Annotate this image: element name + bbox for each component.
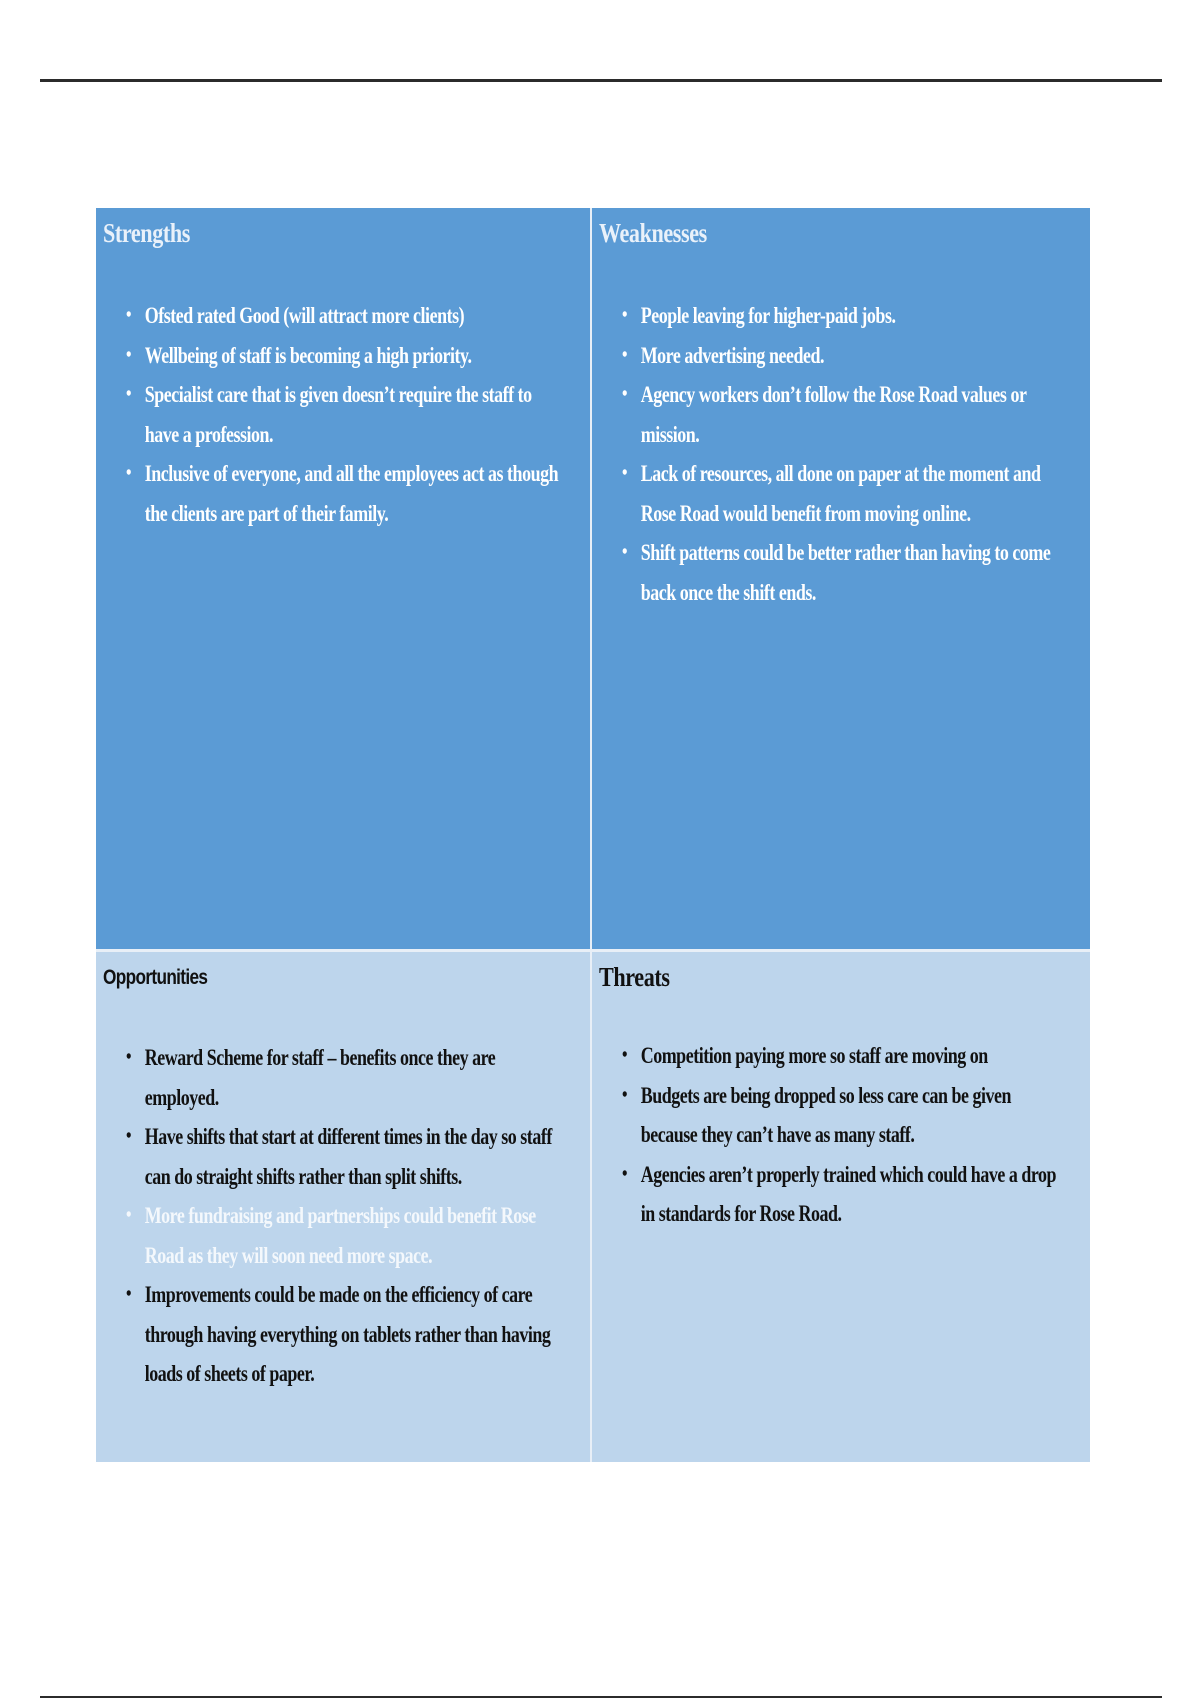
- weaknesses-cell: [592, 208, 1090, 952]
- list-item-text: Ofsted rated Good (will attract more clients): [144, 303, 465, 328]
- list-item-text: Agency workers don’t follow the Rose Road values or mission.: [640, 382, 1027, 447]
- list-item: [126, 1196, 566, 1275]
- list-item-text: People leaving for higher-paid jobs.: [640, 303, 896, 328]
- opportunities-list: [126, 1038, 590, 1394]
- strengths-cell: [96, 208, 592, 952]
- list-item: [126, 1038, 566, 1117]
- list-item-text: Improvements could be made on the efficiency of care through having everything on tablets rather than having loads of sheets of paper.: [144, 1282, 551, 1386]
- bullet-icon: •: [622, 343, 627, 366]
- list-item-text: Wellbeing of staff is becoming a high priority.: [144, 342, 472, 368]
- list-item: [622, 1076, 1062, 1155]
- list-item-text: Reward Scheme for staff – benefits once they are employed.: [144, 1045, 496, 1110]
- weaknesses-list: [622, 296, 1090, 612]
- list-item: [622, 533, 1062, 612]
- bullet-icon: •: [622, 383, 627, 405]
- footer-rule: [40, 1696, 1162, 1698]
- bullet-icon: •: [126, 462, 131, 484]
- list-item-text: Budgets are being dropped so less care can be given because they can’t have as many staff.: [640, 1082, 1012, 1147]
- list-item: [622, 375, 1062, 454]
- swot-table: [96, 208, 1090, 1462]
- list-item: [126, 1117, 566, 1196]
- list-item: [622, 296, 1062, 336]
- strengths-heading: Strengths: [103, 218, 190, 248]
- list-item-text: Competition paying more so staff are moving on: [640, 1043, 988, 1068]
- list-item-text: Lack of resources, all done on paper at the moment and Rose Road would benefit from moving online.: [640, 461, 1041, 526]
- list-item: [126, 336, 566, 376]
- bullet-icon: •: [622, 541, 627, 563]
- list-item: [622, 1155, 1062, 1234]
- bullet-icon: •: [622, 1083, 627, 1106]
- bullet-icon: •: [126, 304, 131, 326]
- strengths-list: [126, 296, 590, 533]
- bullet-icon: •: [622, 304, 627, 326]
- threats-list: [622, 1036, 1090, 1234]
- bullet-icon: •: [126, 1283, 131, 1305]
- threats-heading: Threats: [599, 962, 670, 992]
- threats-cell: [592, 952, 1090, 1462]
- bullet-icon: •: [622, 1162, 627, 1185]
- list-item-text: Have shifts that start at different times in the day so staff can do straight shifts rather than split shifts.: [144, 1124, 552, 1189]
- list-item-text: More advertising needed.: [640, 342, 824, 368]
- opportunities-cell: [96, 952, 592, 1462]
- bullet-icon: •: [126, 343, 131, 366]
- list-item-text: Specialist care that is given doesn’t require the staff to have a profession.: [144, 382, 532, 447]
- bullet-icon: •: [126, 1046, 131, 1068]
- list-item-text: Shift patterns could be better rather than having to come back once the shift ends.: [640, 540, 1051, 605]
- bullet-icon: •: [622, 462, 627, 484]
- list-item: [126, 1275, 566, 1394]
- bullet-icon: •: [622, 1044, 627, 1066]
- list-item: [126, 296, 566, 336]
- opportunities-heading: Opportunities: [103, 966, 208, 989]
- bullet-icon: •: [126, 1204, 131, 1226]
- bullet-icon: •: [126, 1125, 131, 1147]
- list-item-text: More fundraising and partnerships could benefit Rose Road as they will soon need more space.: [144, 1203, 536, 1268]
- list-item: [622, 336, 1062, 376]
- weaknesses-heading: Weaknesses: [599, 218, 707, 248]
- list-item: [126, 375, 566, 454]
- list-item-text: Inclusive of everyone, and all the employees act as though the clients are part of their family.: [144, 461, 559, 526]
- list-item: [126, 454, 566, 533]
- header-rule: [40, 79, 1162, 82]
- list-item: [622, 454, 1062, 533]
- bullet-icon: •: [126, 383, 131, 405]
- list-item: [622, 1036, 1062, 1076]
- list-item-text: Agencies aren’t properly trained which could have a drop in standards for Rose Road.: [640, 1161, 1057, 1226]
